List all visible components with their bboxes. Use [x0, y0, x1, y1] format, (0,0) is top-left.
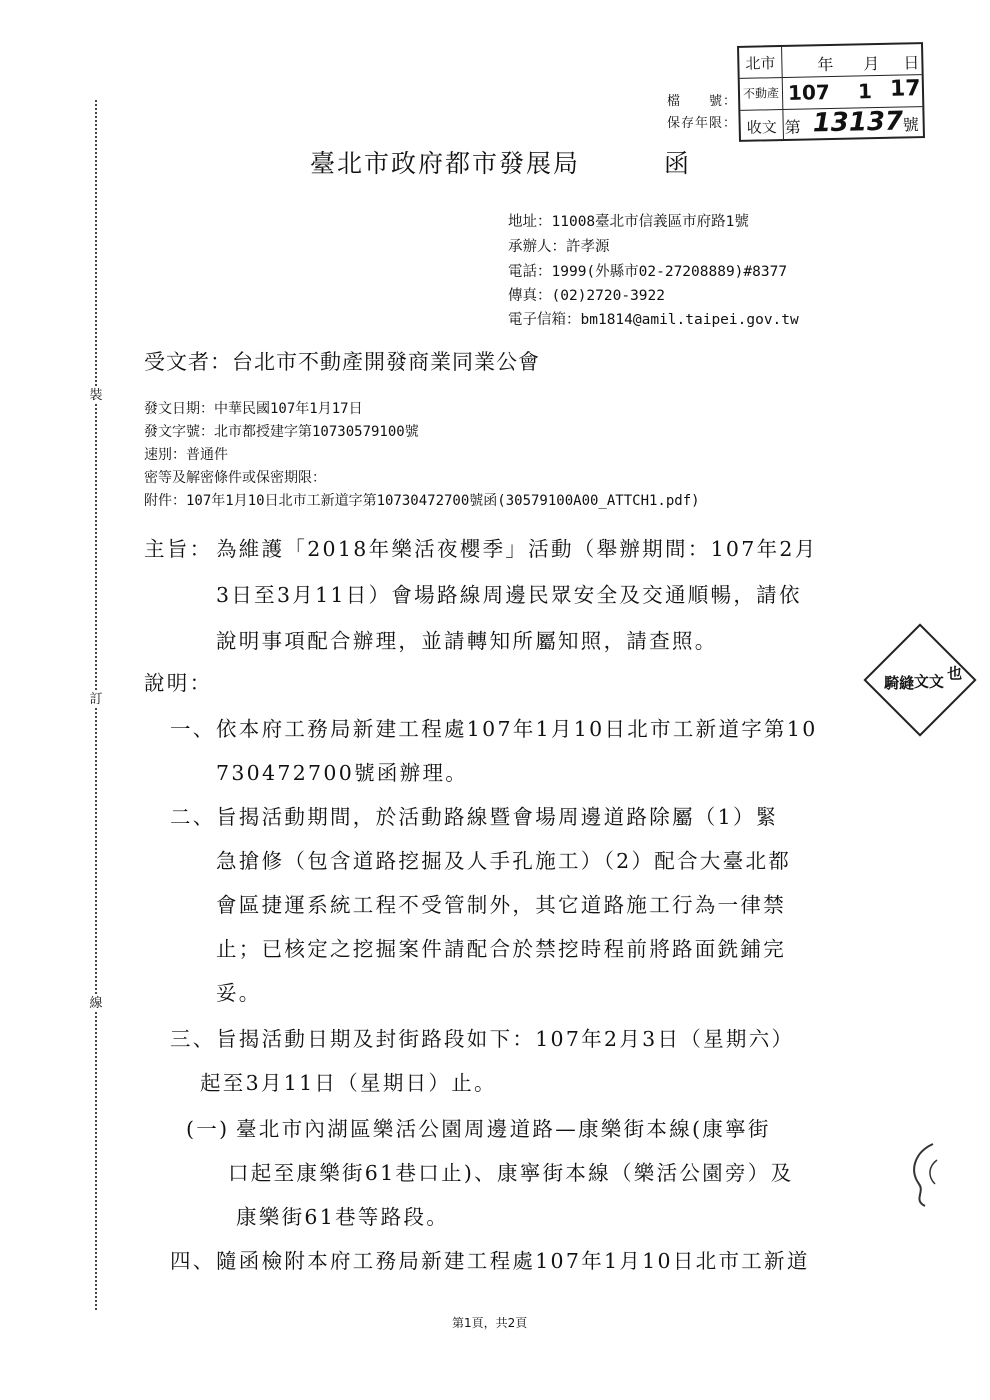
seal-text: 騎縫 — [884, 673, 915, 692]
stamp-year-label: 年 — [817, 54, 834, 75]
receipt-stamp — [737, 42, 925, 142]
binding-mark-fold: 訂 — [89, 692, 103, 707]
issue-date: 發文日期：中華民國107年1月17日 — [144, 401, 363, 417]
contact-handler: 承辦人：許孝源 — [508, 239, 610, 255]
document-number: 發文字號：北市都授建字第10730579100號 — [144, 424, 419, 440]
item-line: 隨函檢附本府工務局新建工程處107年1月10日北市工新道 — [216, 1249, 810, 1273]
subject-line: 3日至3月11日）會場路線周邊民眾安全及交通順暢，請依 — [216, 583, 802, 607]
binding-mark-bind: 裝 — [89, 388, 103, 403]
stamp-number: 13137 — [812, 106, 904, 139]
subject-label: 主旨： — [144, 537, 213, 561]
subitem-marker: (一) — [186, 1117, 230, 1141]
retention-label: 保存年限： — [667, 116, 738, 131]
contact-address: 地址：11008臺北市信義區市府路1號 — [508, 214, 749, 230]
seal-text: 也 — [947, 664, 963, 683]
stamp-month: 1 — [857, 79, 873, 104]
item-marker: 二、 — [170, 805, 216, 829]
stamp-org-mid: 不動產 — [742, 86, 780, 101]
seam-seal — [863, 623, 976, 736]
priority: 速別：普通件 — [144, 447, 228, 463]
recipient: 受文者：台北市不動產開發商業同業公會 — [144, 350, 540, 374]
stamp-org-top: 北市 — [745, 54, 776, 73]
stamp-no-prefix: 第 — [784, 117, 801, 137]
item-line: 臺北市內湖區樂活公園周邊道路—康樂街本線(康寧街 — [236, 1117, 771, 1141]
agency-name: 臺北市政府都市發展局 — [310, 149, 581, 178]
contact-fax: 傳真：(02)2720-3922 — [508, 288, 665, 304]
stamp-year: 107 — [787, 80, 831, 105]
seam-mark-icon — [905, 1140, 941, 1210]
stamp-month-label: 月 — [863, 53, 880, 74]
item-marker: 四、 — [170, 1249, 216, 1273]
item-line: 旨揭活動日期及封街路段如下：107年2月3日（星期六） — [216, 1027, 795, 1051]
contact-email: 電子信箱：bm1814@amil.taipei.gov.tw — [508, 312, 799, 328]
item-marker: 三、 — [170, 1027, 216, 1051]
seal-text: 文文 — [913, 672, 944, 691]
item-line: 妥。 — [216, 981, 262, 1005]
classification: 密等及解密條件或保密期限： — [144, 470, 326, 486]
stamp-day: 17 — [889, 76, 921, 102]
item-line: 會區捷運系統工程不受管制外，其它道路施工行為一律禁 — [216, 893, 786, 917]
item-line: 依本府工務局新建工程處107年1月10日北市工新道字第10 — [216, 717, 818, 741]
file-number-label: 檔 號： — [667, 94, 738, 109]
page-number: 第1頁，共2頁 — [452, 1316, 528, 1330]
stamp-no-suffix: 號 — [902, 115, 919, 135]
item-line: 起至3月11日（星期日）止。 — [200, 1071, 497, 1095]
document-type: 函 — [664, 149, 690, 178]
attachment: 附件：107年1月10日北市工新道字第10730472700號函(30579100A00_ATTCH1.pdf) — [144, 493, 700, 509]
subject-line: 為維護「2018年樂活夜櫻季」活動（舉辦期間：107年2月 — [216, 537, 818, 561]
item-line: 康樂街61巷等路段。 — [236, 1205, 450, 1229]
item-marker: 一、 — [170, 717, 216, 741]
binding-mark-line: 線 — [89, 996, 103, 1011]
item-line: 730472700號函辦理。 — [216, 761, 469, 785]
item-line: 止；已核定之挖掘案件請配合於禁挖時程前將路面銑鋪完 — [216, 937, 786, 961]
stamp-org-bottom: 收文 — [746, 118, 777, 137]
explanation-label: 說明： — [144, 671, 213, 695]
item-line: 旨揭活動期間，於活動路線暨會場周邊道路除屬（1）緊 — [216, 805, 779, 829]
subject-line: 說明事項配合辦理，並請轉知所屬知照，請查照。 — [216, 629, 718, 653]
contact-phone: 電話：1999(外縣市02-27208889)#8377 — [508, 264, 788, 280]
item-line: 急搶修（包含道路挖掘及人手孔施工）（2）配合大臺北都 — [216, 849, 792, 873]
item-line: 口起至康樂街61巷口止)、康寧街本線（樂活公園旁）及 — [228, 1161, 794, 1185]
stamp-day-label: 日 — [903, 53, 920, 73]
